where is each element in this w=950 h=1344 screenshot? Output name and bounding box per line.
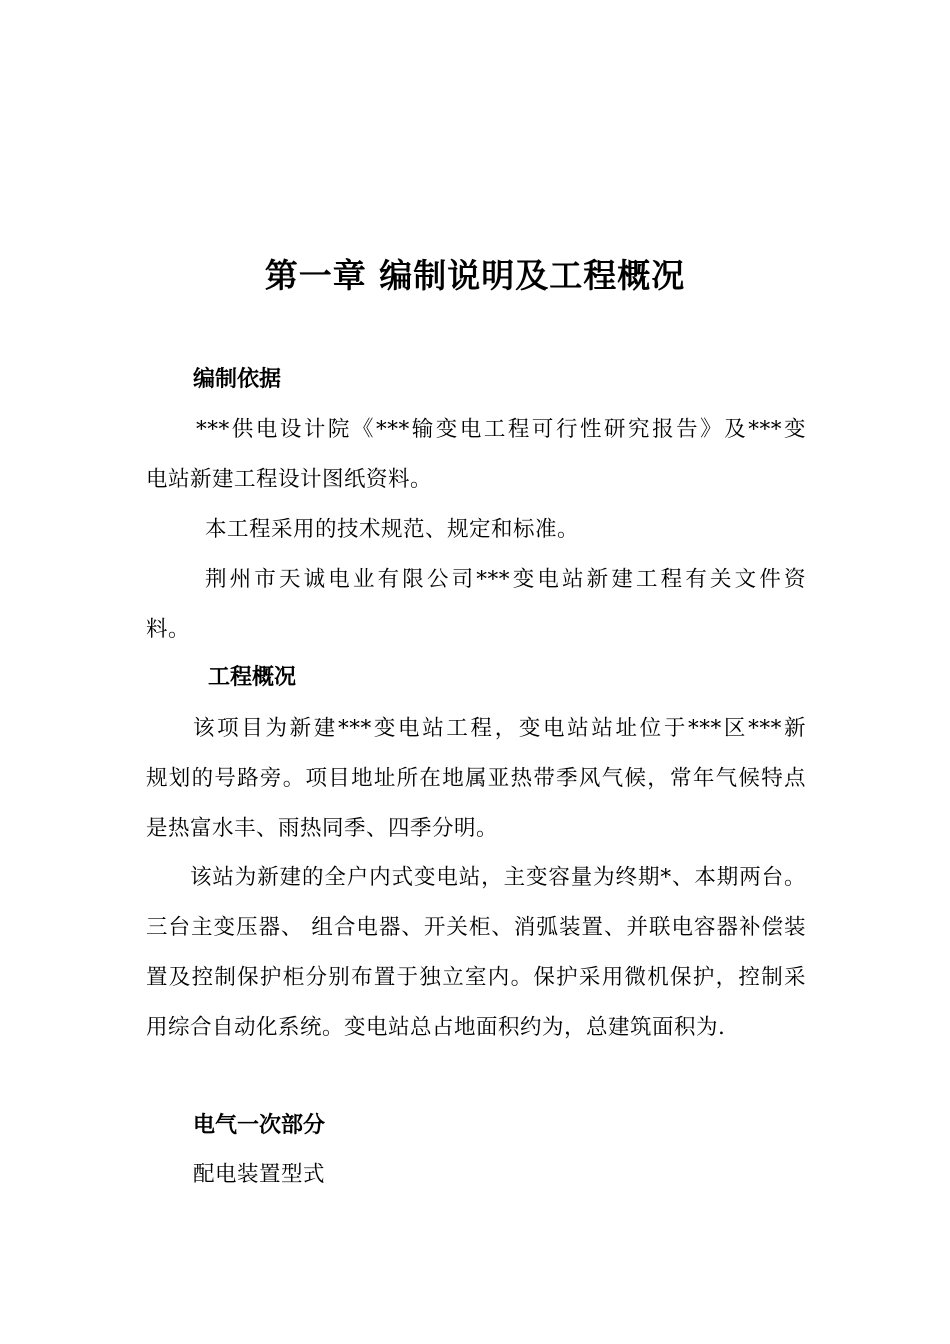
chapter-title: 第一章 编制说明及工程概况 <box>264 256 686 295</box>
electrical-subheading: 配电装置型式 <box>193 1162 326 1187</box>
basis-paragraph-2: 本工程采用的技术规范、规定和标准。 <box>205 517 580 542</box>
overview-paragraph-2-line-4: 用综合自动化系统。变电站总占地面积约为，总建筑面积为. <box>146 1015 726 1040</box>
basis-paragraph-1-line-1: ***供电设计院《***输变电工程可行性研究报告》及***变 <box>196 417 806 442</box>
basis-paragraph-3-line-2: 料。 <box>146 617 191 642</box>
overview-paragraph-1-line-2: 规划的号路旁。项目地址所在地属亚热带季风气候，常年气候特点 <box>146 766 806 791</box>
overview-paragraph-1-line-1: 该项目为新建***变电站工程，变电站站址位于***区***新 <box>193 716 806 741</box>
overview-paragraph-2-line-2: 三台主变压器、 组合电器、开关柜、消弧装置、并联电容器补偿装 <box>146 915 806 940</box>
section-heading-electrical: 电气一次部分 <box>193 1113 326 1138</box>
basis-paragraph-1-line-2: 电站新建工程设计图纸资料。 <box>146 467 433 492</box>
section-heading-basis: 编制依据 <box>193 367 282 392</box>
section-heading-overview: 工程概况 <box>208 665 297 690</box>
overview-paragraph-1-line-3: 是热富水丰、雨热同季、四季分明。 <box>146 816 499 841</box>
overview-paragraph-2-line-1: 该站为新建的全户内式变电站，主变容量为终期*、本期两台。 <box>190 865 806 890</box>
basis-paragraph-3-line-1: 荆州市天诚电业有限公司***变电站新建工程有关文件资 <box>205 567 806 592</box>
overview-paragraph-2-line-3: 置及控制保护柜分别布置于独立室内。保护采用微机保护，控制采 <box>146 965 806 990</box>
